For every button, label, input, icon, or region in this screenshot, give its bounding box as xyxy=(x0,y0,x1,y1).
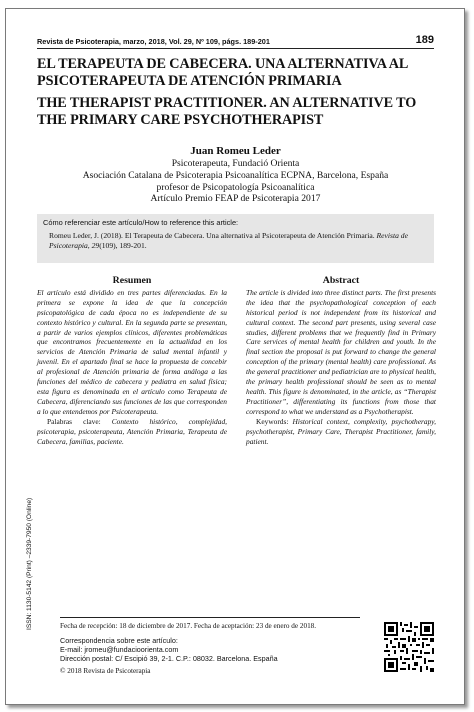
abstract-body: The article is divided into three distinct parts. The first presents the idea that the psychopathological conception of each historical period is not independent from its historical and cultural context. The second part presents, using several case studies, different problems that we frequently find in Primary Care services of mental health for children and youth. In the final section the proposal is put forward to change the general conception of the primary (mental health) care professional. As the general practitioner and pediatrician are to physical health, the primary health professional should be seen as to mental health. This figure is denominated, in the article, as “Therapist Practitioner”, differentiating its functions from those that correspond to what we understand as a Psychotherapist. xyxy=(246,287,436,416)
citation-main: Romeu Leder, J. (2018). El Terapeuta de Cabecera. Una alternativa al Psicoterapeuta de Atención Primaria. xyxy=(49,231,375,240)
running-head: Revista de Psicoterapia, marzo, 2018, Vol. 29, Nº 109, págs. 189-201 xyxy=(37,37,270,46)
abstract-column xyxy=(246,276,436,446)
resumen-body: El artículo está dividido en tres partes diferenciadas. En la primera se expone la idea de que la concepción psicopatológica de cada época no es independiente de su contexto histórico y cultural. En la segunda parte se presentan, a partir de varios ejemplos clínicos, diferentes problemáticas que encontramos frecuentemente en la actualidad en los servicios de Atención Primaria de salud mental infantil y juvenil. En el apartado final se hace la propuesta de concebir al profesional de Atención primaria de forma análoga a las funciones del médico de cabecera y pediatra en salud física; esta figura es denominada en el artículo como Terapeuta de Cabecera, diferenciando sus funciones de las que corresponden a lo que entendemos por Psicoterapeuta. xyxy=(37,287,227,416)
affiliation-line: Artículo Premio FEAP de Psicoterapia 2017 xyxy=(150,193,321,205)
title-block xyxy=(37,56,437,134)
citation-journal: Revista de Psicoterapia, xyxy=(49,231,408,250)
affiliation-line: Asociación Catalana de Psicoterapia Psicoanalítica ECPNA, Barcelona, España xyxy=(82,169,389,181)
citation-text xyxy=(37,227,434,251)
affiliation-line: Psicoterapeuta, Fundació Orienta xyxy=(171,158,300,169)
page-number: 189 xyxy=(415,34,434,46)
resumen-keywords xyxy=(37,417,227,447)
email-line[interactable]: E-mail: jromeu@fundacioorienta.com xyxy=(60,645,179,654)
affiliation-line: profesor de Psicopatología Psicoanalítica xyxy=(156,181,315,193)
dates-line: Fecha de recepción: 18 de diciembre de 2017. Fecha de aceptación: 23 de enero de 2018. xyxy=(60,622,317,630)
author-name: Juan Romeu Leder xyxy=(190,145,281,157)
citation-volume: 29 xyxy=(91,241,100,250)
citation-heading: Cómo referenciar este artículo/How to reference this article: xyxy=(43,218,239,227)
keywords-label: Keywords: xyxy=(256,416,289,426)
keywords-label: Palabras clave: xyxy=(47,416,101,426)
title-english: THE THERAPIST PRACTITIONER. AN ALTERNATIVE TO THE PRIMARY CARE PSYCHOTHERAPIST xyxy=(37,95,417,128)
address-line: Dirección postal: C/ Escipió 39, 2-1. C.P.: 08032. Barcelona. España xyxy=(60,654,278,663)
resumen-column xyxy=(37,276,227,446)
header-rule xyxy=(37,48,434,49)
footer-rule xyxy=(60,617,360,618)
resumen-heading: Resumen xyxy=(112,275,152,286)
citation-rest: (109), 189-201. xyxy=(99,241,147,250)
author-block xyxy=(37,145,434,205)
abstract-heading: Abstract xyxy=(322,275,360,286)
title-spanish: EL TERAPEUTA DE CABECERA. UNA ALTERNATIVA AL PSICOTERAPEUTA DE ATENCIÓN PRIMARIA xyxy=(37,56,408,89)
copyright-line: © 2018 Revista de Psicoterapia xyxy=(60,667,151,675)
citation-box xyxy=(37,214,434,263)
abstract-keywords xyxy=(246,417,436,447)
keywords-text: Historical context, complexity, psychotherapy, psychotherapist, Primary Care, Therapist Practitioner, family, patient. xyxy=(246,416,436,446)
issn-vertical: ISSN: 1130-5142 (Print) –2339-7950 (Online) xyxy=(26,497,33,630)
correspondence-label: Correspondencia sobre este artículo: xyxy=(60,636,178,645)
keywords-text: Contexto histórico, complejidad, psicoterapia, psicoterapeuta, Atención Primaria, Terapeuta de Cabecera, familias, paciente. xyxy=(37,416,227,446)
qr-code xyxy=(384,622,434,672)
